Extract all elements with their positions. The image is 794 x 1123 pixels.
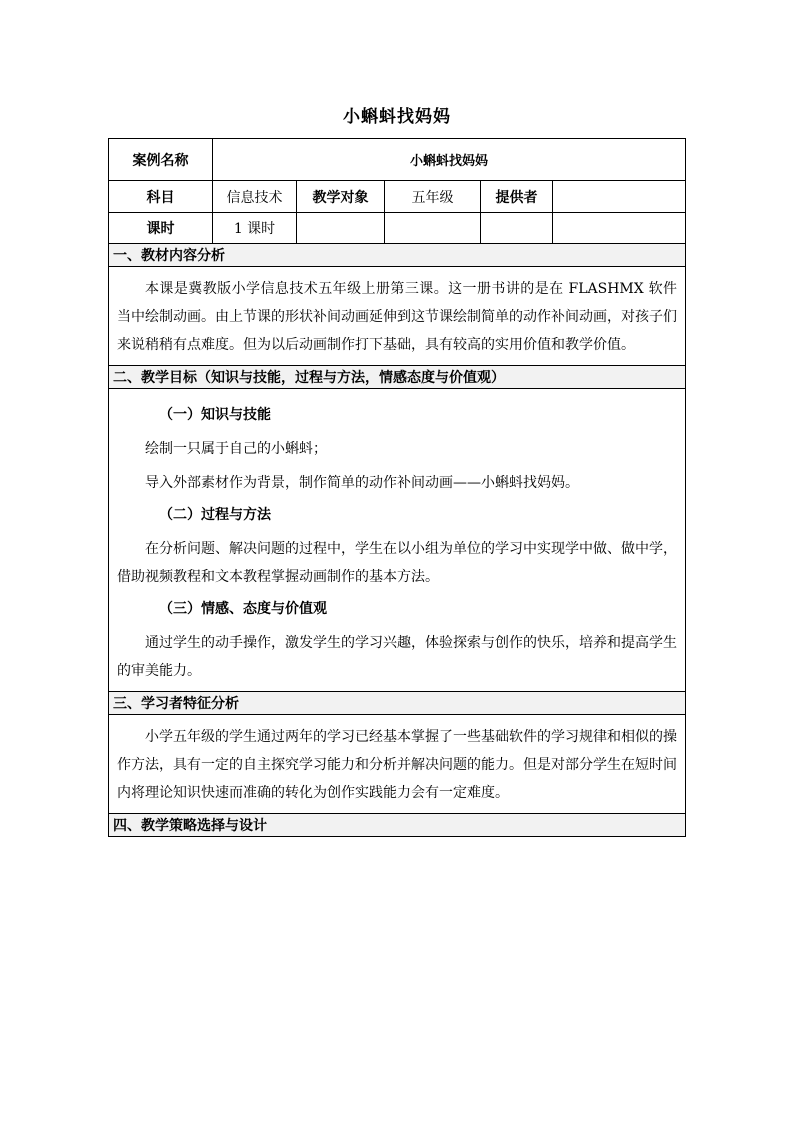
section-1-body-row [109, 267, 686, 366]
empty-cell [553, 213, 686, 244]
objective-emotion-text: 通过学生的动手操作，激发学生的学习兴趣，体验探索与创作的快乐，培养和提高学生的审美能力。 [117, 635, 678, 679]
case-name-label: 案例名称 [109, 139, 213, 181]
section-4-title: 四、教学策略选择与设计 [109, 814, 686, 837]
document-title: 小蝌蚪找妈妈 [343, 107, 451, 127]
objective-process-text: 在分析问题、解决问题的过程中，学生在以小组为单位的学习中实现学中做、做中学，借助视频教程和文本教程掌握动画制作的基本方法。 [117, 541, 678, 585]
section-2-header-row [109, 366, 686, 389]
objective-emotion-heading: （三）情感、态度与价值观 [159, 601, 327, 617]
section-3-header-row [109, 692, 686, 715]
hours-label: 课时 [109, 213, 213, 244]
section-1-body [109, 267, 686, 366]
section-1-text: 本课是冀教版小学信息技术五年级上册第三课。这一册书讲的是在 FLASHMX 软件当中绘制动画。由上节课的形状补间动画延伸到这节课绘制简单的动作补间动画，对孩子们来说稍稍有点难度。但为以后动画制作打下基础，具有较高的实用价值和教学价值。 [117, 281, 678, 353]
provider-label: 提供者 [481, 181, 553, 213]
audience-value: 五年级 [385, 181, 481, 213]
lesson-plan-table [108, 138, 686, 837]
section-3-body [109, 715, 686, 814]
section-2-body [109, 389, 686, 692]
subject-value: 信息技术 [213, 181, 297, 213]
empty-cell [385, 213, 481, 244]
objective-knowledge-item-1: 绘制一只属于自己的小蝌蚪； [145, 441, 327, 457]
section-2-body-row [109, 389, 686, 692]
section-3-title: 三、学习者特征分析 [109, 692, 686, 715]
objective-knowledge-item-2: 导入外部素材作为背景，制作简单的动作补间动画——小蝌蚪找妈妈。 [145, 475, 579, 491]
section-4-header-row [109, 814, 686, 837]
hours-row [109, 213, 686, 244]
empty-cell [481, 213, 553, 244]
section-3-body-row [109, 715, 686, 814]
provider-value [553, 181, 686, 213]
section-3-text: 小学五年级的学生通过两年的学习已经基本掌握了一些基础软件的学习规律和相似的操作方法，具有一定的自主探究学习能力和分析并解决问题的能力。但是对部分学生在短时间内将理论知识快速而准确的转化为创作实践能力会有一定难度。 [117, 729, 678, 801]
case-name-row [109, 139, 686, 181]
subject-row [109, 181, 686, 213]
case-name-value: 小蝌蚪找妈妈 [213, 139, 686, 181]
section-2-title: 二、教学目标（知识与技能，过程与方法，情感态度与价值观） [109, 366, 686, 389]
empty-cell [297, 213, 385, 244]
section-1-title: 一、教材内容分析 [109, 244, 686, 267]
section-1-header-row [109, 244, 686, 267]
objective-process-heading: （二）过程与方法 [159, 507, 271, 523]
subject-label: 科目 [109, 181, 213, 213]
hours-value: 1 课时 [213, 213, 297, 244]
audience-label: 教学对象 [297, 181, 385, 213]
objective-knowledge-heading: （一）知识与技能 [159, 407, 271, 423]
